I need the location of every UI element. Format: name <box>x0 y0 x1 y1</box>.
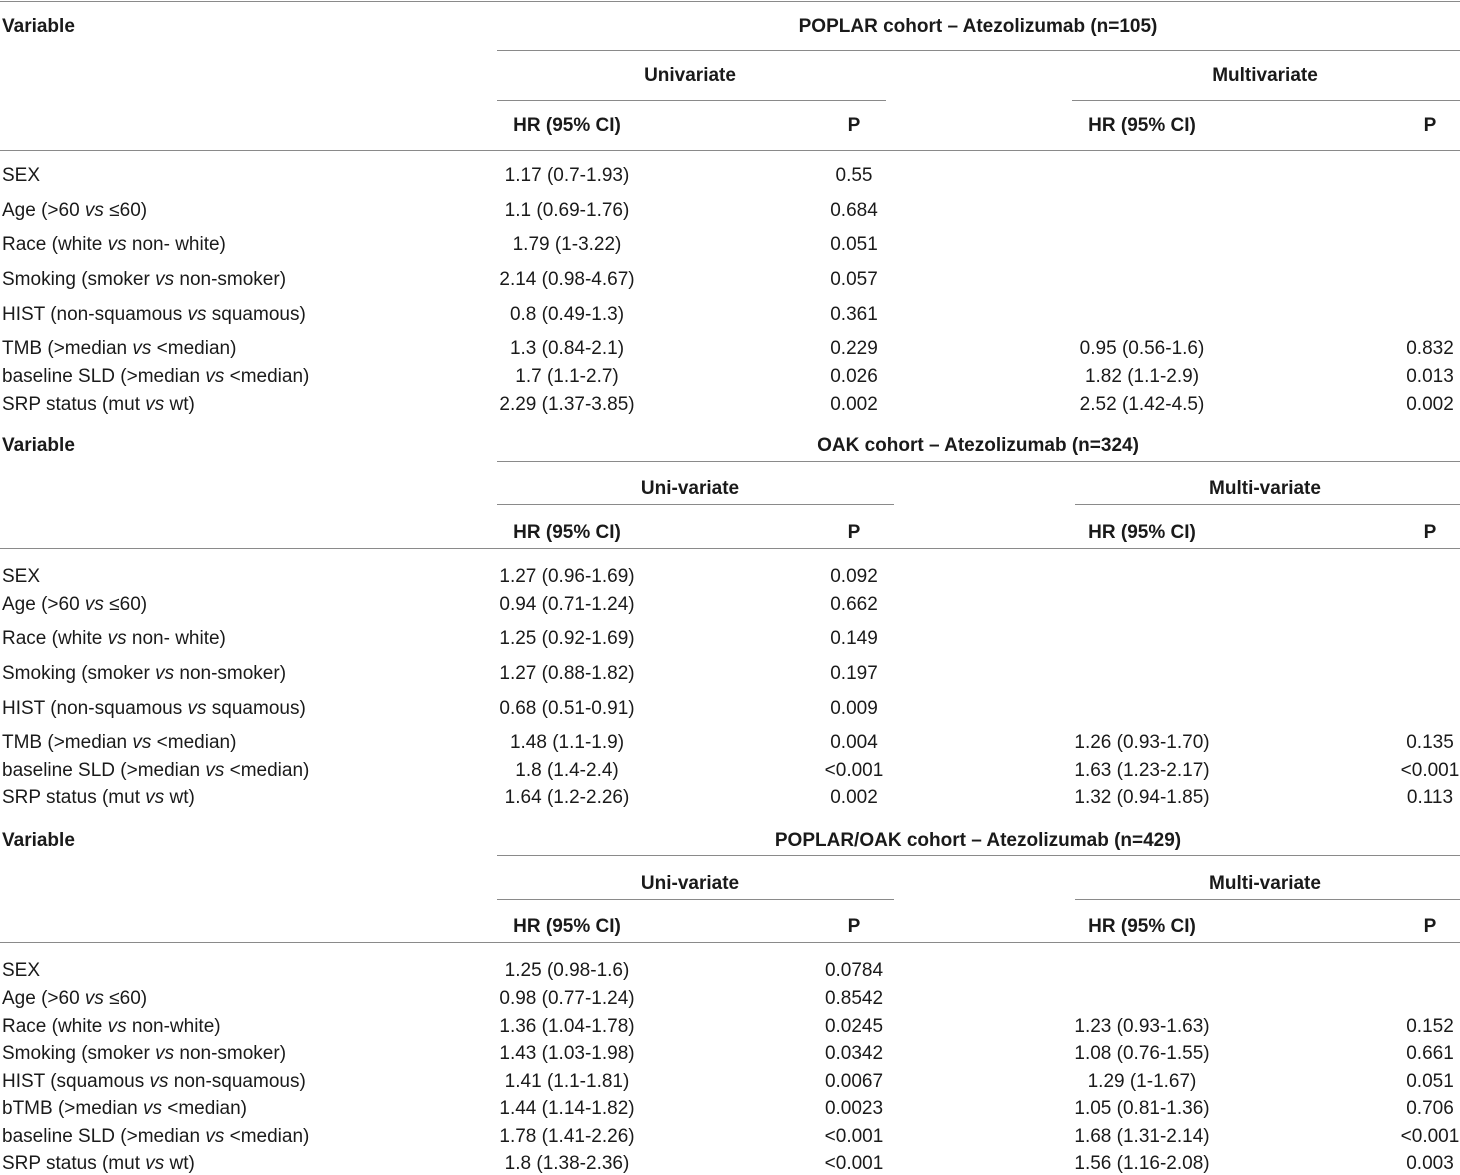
uni-p-cell: 0.002 <box>830 787 878 808</box>
univariate-header: Uni-variate <box>640 478 740 499</box>
uni-hr-cell: 2.29 (1.37-3.85) <box>499 394 635 415</box>
multi-hr-header: HR (95% CI) <box>1088 916 1196 937</box>
vs-text: vs <box>205 760 225 781</box>
vs-text: vs <box>145 1153 165 1174</box>
uni-hr-cell: 0.94 (0.71-1.24) <box>499 594 635 615</box>
variable-label <box>2 788 195 807</box>
variable-text: Race (white <box>2 1016 108 1037</box>
variable-label <box>2 270 286 289</box>
uni-hr-cell: 1.8 (1.4-2.4) <box>515 760 619 781</box>
variable-text: ≤60) <box>103 200 148 221</box>
uni-p-cell: 0.092 <box>830 566 878 587</box>
uni-hr-cell: 1.44 (1.14-1.82) <box>499 1098 635 1119</box>
variable-text: SEX <box>2 566 41 587</box>
uni-hr-cell: 1.7 (1.1-2.7) <box>515 366 619 387</box>
multi-hr-cell: 1.68 (1.31-2.14) <box>1074 1126 1210 1147</box>
variable-label <box>2 166 40 185</box>
vs-text: vs <box>155 269 175 290</box>
variable-text: <median) <box>161 1098 248 1119</box>
uni-p-cell: 0.026 <box>830 366 878 387</box>
variable-text: TMB (>median <box>2 732 133 753</box>
variable-label <box>2 761 309 780</box>
variable-text: <median) <box>151 732 237 753</box>
vs-text: vs <box>187 304 207 325</box>
variable-text: TMB (>median <box>2 338 133 359</box>
multi-p-cell: 0.135 <box>1406 732 1454 753</box>
uni-p-cell: 0.0067 <box>824 1071 884 1092</box>
uni-p-cell: 0.662 <box>830 594 878 615</box>
variable-label <box>2 989 147 1008</box>
uni-hr-cell: 1.25 (0.92-1.69) <box>499 628 635 649</box>
variable-text: Race (white <box>2 628 108 649</box>
multi-p-cell: 0.002 <box>1406 394 1454 415</box>
multivariate-rule <box>1075 504 1460 505</box>
cohort-rule <box>497 461 1460 462</box>
vs-text: vs <box>155 663 175 684</box>
uni-hr-header: HR (95% CI) <box>513 115 621 136</box>
uni-hr-cell: 1.25 (0.98-1.6) <box>504 960 630 981</box>
cohort-rule <box>497 855 1460 856</box>
vs-text: vs <box>145 394 165 415</box>
vs-text: vs <box>107 234 127 255</box>
uni-hr-cell: 1.48 (1.1-1.9) <box>509 732 625 753</box>
multi-hr-cell: 1.29 (1-1.67) <box>1087 1071 1197 1092</box>
uni-p-cell: 0.361 <box>830 304 878 325</box>
uni-p-cell: 0.0023 <box>824 1098 884 1119</box>
variable-text: non-squamous) <box>168 1071 306 1092</box>
top-rule <box>0 1 1460 2</box>
multi-p-cell: 0.051 <box>1406 1071 1454 1092</box>
vs-text: vs <box>142 1098 162 1119</box>
variable-text: Smoking (smoker <box>2 663 156 684</box>
multi-hr-cell: 2.52 (1.42-4.5) <box>1079 394 1205 415</box>
variable-header: Variable <box>2 830 75 851</box>
variable-text: HIST (non-squamous <box>2 304 188 325</box>
variable-text: bTMB (>median <box>2 1098 143 1119</box>
multi-p-cell: <0.001 <box>1400 1126 1460 1147</box>
variable-label <box>2 235 226 254</box>
uni-hr-cell: 1.27 (0.88-1.82) <box>499 663 635 684</box>
variable-text: non-smoker) <box>174 269 287 290</box>
variable-text: non-smoker) <box>174 1043 287 1064</box>
uni-p-cell: <0.001 <box>824 1153 884 1174</box>
uni-p-cell: 0.0784 <box>824 960 884 981</box>
uni-hr-cell: 1.8 (1.38-2.36) <box>504 1153 630 1174</box>
uni-p-cell: <0.001 <box>824 1126 884 1147</box>
variable-text: baseline SLD (>median <box>2 366 206 387</box>
multi-hr-cell: 1.63 (1.23-2.17) <box>1074 760 1210 781</box>
variable-text: SEX <box>2 165 41 186</box>
multi-p-cell: 0.152 <box>1406 1016 1454 1037</box>
uni-p-cell: 0.197 <box>830 663 878 684</box>
multi-hr-cell: 1.82 (1.1-2.9) <box>1084 366 1200 387</box>
univariate-rule <box>497 899 894 900</box>
multivariate-rule <box>1072 100 1460 101</box>
variable-text: Age (>60 <box>2 200 85 221</box>
variable-label <box>2 961 40 980</box>
vs-text: vs <box>145 787 165 808</box>
univariate-rule <box>497 504 894 505</box>
multivariate-header: Multi-variate <box>1209 873 1321 894</box>
variable-label <box>2 1154 195 1173</box>
variable-text: Smoking (smoker <box>2 1043 156 1064</box>
vs-text: vs <box>149 1071 169 1092</box>
variable-text: ≤60) <box>103 594 148 615</box>
cohort-title: POPLAR cohort – Atezolizumab (n=105) <box>798 16 1158 37</box>
variable-text: squamous) <box>206 304 306 325</box>
uni-p-cell: 0.009 <box>830 698 878 719</box>
uni-p-cell: 0.051 <box>830 234 878 255</box>
header-rule <box>0 942 1460 943</box>
multi-p-header: P <box>1423 916 1437 937</box>
multi-p-header: P <box>1423 522 1437 543</box>
vs-text: vs <box>205 366 225 387</box>
multi-hr-cell: 1.23 (0.93-1.63) <box>1074 1016 1210 1037</box>
uni-hr-header: HR (95% CI) <box>513 916 621 937</box>
variable-text: <median) <box>151 338 237 359</box>
variable-label <box>2 339 236 358</box>
vs-text: vs <box>84 594 104 615</box>
uni-p-cell: 0.684 <box>830 200 878 221</box>
uni-p-cell: <0.001 <box>824 760 884 781</box>
multi-hr-cell: 1.56 (1.16-2.08) <box>1074 1153 1210 1174</box>
multi-p-cell: <0.001 <box>1400 760 1460 781</box>
variable-text: non-smoker) <box>174 663 287 684</box>
variable-label <box>2 733 236 752</box>
vs-text: vs <box>205 1126 225 1147</box>
cohort-title: OAK cohort – Atezolizumab (n=324) <box>817 435 1139 456</box>
uni-hr-cell: 0.98 (0.77-1.24) <box>499 988 635 1009</box>
variable-label <box>2 1099 247 1118</box>
variable-text: squamous) <box>206 698 306 719</box>
vs-text: vs <box>84 988 104 1009</box>
uni-hr-cell: 1.27 (0.96-1.69) <box>499 566 635 587</box>
uni-p-header: P <box>847 522 861 543</box>
uni-p-header: P <box>847 115 861 136</box>
variable-label <box>2 664 286 683</box>
uni-hr-cell: 1.64 (1.2-2.26) <box>504 787 630 808</box>
variable-text: SRP status (mut <box>2 787 146 808</box>
uni-hr-cell: 1.1 (0.69-1.76) <box>504 200 630 221</box>
variable-text: non- white) <box>126 234 226 255</box>
multi-p-cell: 0.013 <box>1406 366 1454 387</box>
multi-hr-header: HR (95% CI) <box>1088 115 1196 136</box>
variable-text: Age (>60 <box>2 988 85 1009</box>
variable-text: SRP status (mut <box>2 394 146 415</box>
cohort-rule <box>497 50 1460 51</box>
multi-hr-cell: 1.26 (0.93-1.70) <box>1074 732 1210 753</box>
uni-p-header: P <box>847 916 861 937</box>
multi-hr-cell: 1.08 (0.76-1.55) <box>1074 1043 1210 1064</box>
variable-label <box>2 699 306 718</box>
multi-p-header: P <box>1423 115 1437 136</box>
uni-p-cell: 0.0342 <box>824 1043 884 1064</box>
variable-text: wt) <box>164 787 195 808</box>
univariate-header: Uni-variate <box>640 873 740 894</box>
variable-label <box>2 595 147 614</box>
vs-text: vs <box>132 338 152 359</box>
variable-text: HIST (squamous <box>2 1071 150 1092</box>
variable-text: Smoking (smoker <box>2 269 156 290</box>
variable-label <box>2 567 40 586</box>
variable-text: baseline SLD (>median <box>2 760 206 781</box>
multivariate-header: Multivariate <box>1212 65 1318 86</box>
uni-hr-cell: 1.41 (1.1-1.81) <box>504 1071 630 1092</box>
vs-text: vs <box>132 732 152 753</box>
uni-p-cell: 0.8542 <box>824 988 884 1009</box>
vs-text: vs <box>107 1016 127 1037</box>
variable-text: Age (>60 <box>2 594 85 615</box>
variable-text: Race (white <box>2 234 108 255</box>
variable-text: HIST (non-squamous <box>2 698 188 719</box>
uni-hr-cell: 0.8 (0.49-1.3) <box>509 304 625 325</box>
variable-header: Variable <box>2 435 75 456</box>
univariate-header: Univariate <box>644 65 736 86</box>
cohort-title: POPLAR/OAK cohort – Atezolizumab (n=429) <box>774 830 1182 851</box>
uni-hr-cell: 1.17 (0.7-1.93) <box>504 165 630 186</box>
uni-hr-cell: 1.79 (1-3.22) <box>512 234 622 255</box>
variable-text: baseline SLD (>median <box>2 1126 206 1147</box>
variable-label <box>2 201 147 220</box>
variable-label <box>2 367 309 386</box>
variable-text: <median) <box>224 1126 310 1147</box>
vs-text: vs <box>84 200 104 221</box>
multivariate-rule <box>1075 899 1460 900</box>
multi-hr-cell: 1.32 (0.94-1.85) <box>1074 787 1210 808</box>
header-rule <box>0 150 1460 151</box>
uni-p-cell: 0.002 <box>830 394 878 415</box>
header-rule <box>0 548 1460 549</box>
variable-label <box>2 305 306 324</box>
variable-text: non- white) <box>126 628 226 649</box>
multi-p-cell: 0.003 <box>1406 1153 1454 1174</box>
variable-header: Variable <box>2 16 75 37</box>
uni-p-cell: 0.229 <box>830 338 878 359</box>
uni-hr-cell: 0.68 (0.51-0.91) <box>499 698 635 719</box>
uni-p-cell: 0.0245 <box>824 1016 884 1037</box>
variable-text: wt) <box>164 1153 195 1174</box>
univariate-rule <box>497 100 886 101</box>
uni-hr-cell: 1.78 (1.41-2.26) <box>499 1126 635 1147</box>
uni-hr-header: HR (95% CI) <box>513 522 621 543</box>
variable-text: SRP status (mut <box>2 1153 146 1174</box>
multi-p-cell: 0.113 <box>1406 787 1454 808</box>
vs-text: vs <box>107 628 127 649</box>
uni-p-cell: 0.057 <box>830 269 878 290</box>
variable-label <box>2 1017 221 1036</box>
uni-p-cell: 0.004 <box>830 732 878 753</box>
variable-label <box>2 395 195 414</box>
variable-text: <median) <box>224 366 310 387</box>
multivariate-header: Multi-variate <box>1209 478 1321 499</box>
vs-text: vs <box>155 1043 175 1064</box>
multi-p-cell: 0.661 <box>1406 1043 1454 1064</box>
multi-p-cell: 0.832 <box>1406 338 1454 359</box>
variable-text: ≤60) <box>103 988 148 1009</box>
variable-label <box>2 1072 306 1091</box>
variable-label <box>2 629 226 648</box>
uni-hr-cell: 1.36 (1.04-1.78) <box>499 1016 635 1037</box>
multi-hr-cell: 0.95 (0.56-1.6) <box>1079 338 1205 359</box>
uni-p-cell: 0.149 <box>830 628 878 649</box>
uni-hr-cell: 1.43 (1.03-1.98) <box>499 1043 635 1064</box>
multi-p-cell: 0.706 <box>1406 1098 1454 1119</box>
vs-text: vs <box>187 698 207 719</box>
multi-hr-cell: 1.05 (0.81-1.36) <box>1074 1098 1210 1119</box>
variable-text: SEX <box>2 960 41 981</box>
variable-text: wt) <box>164 394 195 415</box>
uni-hr-cell: 1.3 (0.84-2.1) <box>509 338 625 359</box>
uni-hr-cell: 2.14 (0.98-4.67) <box>499 269 635 290</box>
uni-p-cell: 0.55 <box>835 165 873 186</box>
multi-hr-header: HR (95% CI) <box>1088 522 1196 543</box>
variable-text: <median) <box>224 760 310 781</box>
variable-label <box>2 1127 309 1146</box>
variable-label <box>2 1044 286 1063</box>
variable-text: non-white) <box>126 1016 221 1037</box>
